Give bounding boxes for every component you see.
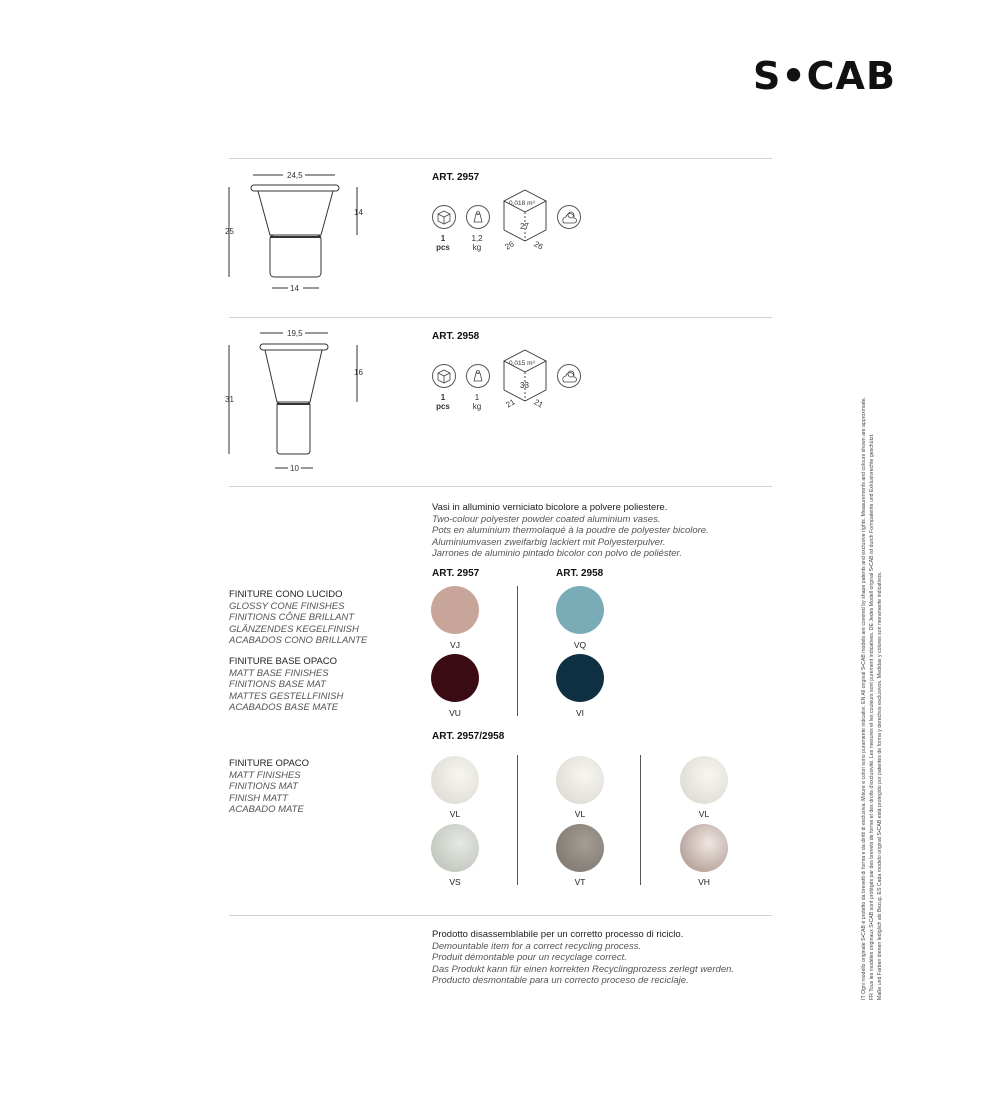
box-width: 21 — [532, 397, 545, 410]
swatch-code: VQ — [573, 640, 587, 650]
weather-icon — [557, 364, 581, 388]
dim-height: 25 — [225, 227, 234, 236]
weight-unit: kg — [472, 402, 482, 411]
swatch-code: VH — [698, 877, 710, 887]
cone-finishes-label: FINITURE CONO LUCIDO GLOSSY CONE FINISHES FINITIONS CÔNE BRILLANT GLÄNZENDES KEGELFINISH ACABADOS CONO BRILLANTE — [229, 589, 368, 646]
vase-drawing-2958 — [220, 325, 370, 475]
finish-all-header: ART. 2957/2958 — [432, 731, 505, 742]
vase-drawing-2957 — [220, 165, 370, 295]
weight-value: 1 — [474, 393, 480, 402]
dim-base: 14 — [290, 284, 299, 293]
box-width: 26 — [532, 239, 545, 252]
package-icon — [432, 364, 456, 388]
recycling-note: Prodotto disassemblabile per un corretto processo di riciclo. Demountable item for a correct recycling process. Produit démontable pour un recyclage correct. Das Produkt kann für einen korrekten Recyclingprozess zerlegt werden. Producto desmontable para un correcto proceso de reciclaje. — [432, 929, 735, 986]
base-finishes-label: FINITURE BASE OPACO MATT BASE FINISHES FINITIONS BASE MAT MATTES GESTELLFINISH ACABADOS BASE MATE — [229, 656, 344, 713]
pieces-count: 1 — [440, 393, 446, 402]
finish-col-header: ART. 2958 — [556, 568, 604, 579]
box-height: 27 — [520, 222, 529, 231]
box-height: 33 — [520, 381, 529, 390]
swatch-cone[interactable] — [556, 586, 604, 634]
legal-side-note: IT Ogni modello originale S•CAB è protetto da brevetti di forma e da diritti di esclusiva. Misure e colori sono puramente indicativi. EN All original S•CAB models are covered by shape patents and exclusive rights. Measurements and colours shown are approximate. FR Tous les modèles originaux S•CAB sont protégés par des brevets de forme et des droits d'exclusivité. Les mesures et les couleurs sont purement indicatives. DE Jedes Modell original S•CAB ist durch Formpatente und Exklusivrechte geschützt. Maße und Farben dienen lediglich als Bezug. ES Cada modelo original S•CAB está protegido por patentes de forma y derechos exclusivos. Medidas y colores son meramente indicativos. — [861, 397, 883, 1000]
swatch-matt[interactable] — [431, 824, 479, 872]
swatch-code: VU — [449, 708, 461, 718]
weight-icon — [466, 364, 490, 388]
material-description: Vasi in alluminio verniciato bicolore a polvere poliestere. Two-colour polyester powder coated aluminium vases. Pots en aluminium thermolaqué à la poudre de polyester bicolore. Aluminiumvasen zweifarbig lackiert mit Polyesterpulver. Jarrones de aluminio pintado bicolor con polvo de poliéster. — [432, 502, 709, 559]
swatch-cone[interactable] — [431, 586, 479, 634]
divider — [229, 915, 772, 916]
brand-logo: S•CAB — [753, 54, 896, 98]
dim-top: 24,5 — [287, 171, 303, 180]
column-divider — [517, 755, 518, 885]
box-depth: 21 — [504, 397, 517, 410]
pieces-count: 1 — [440, 234, 446, 243]
dim-cone: 16 — [354, 368, 363, 377]
weight-value: 1,2 — [471, 234, 483, 243]
column-divider — [517, 586, 518, 716]
package-icon — [432, 205, 456, 229]
box-volume: 0,018 m³ — [509, 200, 535, 207]
swatch-matt[interactable] — [680, 756, 728, 804]
swatch-code: VJ — [450, 640, 460, 650]
swatch-code: VL — [574, 809, 586, 819]
swatch-matt[interactable] — [431, 756, 479, 804]
swatch-base[interactable] — [431, 654, 479, 702]
divider — [229, 486, 772, 487]
pieces-unit: pcs — [436, 243, 450, 252]
swatch-code: VS — [449, 877, 461, 887]
dim-cone: 14 — [354, 208, 363, 217]
swatch-matt[interactable] — [556, 824, 604, 872]
weight-unit: kg — [472, 243, 482, 252]
divider — [229, 317, 772, 318]
article-number: ART. 2957 — [432, 172, 480, 183]
column-divider — [640, 755, 641, 885]
dim-base: 10 — [290, 464, 299, 473]
swatch-matt[interactable] — [680, 824, 728, 872]
box-depth: 26 — [503, 239, 516, 252]
swatch-matt[interactable] — [556, 756, 604, 804]
swatch-code: VT — [574, 877, 586, 887]
swatch-code: VL — [449, 809, 461, 819]
divider — [229, 158, 772, 159]
weather-icon — [557, 205, 581, 229]
swatch-code: VL — [698, 809, 710, 819]
weight-icon — [466, 205, 490, 229]
swatch-code: VI — [575, 708, 585, 718]
pieces-unit: pcs — [436, 402, 450, 411]
dim-top: 19,5 — [287, 329, 303, 338]
swatch-base[interactable] — [556, 654, 604, 702]
dim-height: 31 — [225, 395, 234, 404]
finish-col-header: ART. 2957 — [432, 568, 480, 579]
matt-finishes-label: FINITURE OPACO MATT FINISHES FINITIONS MAT FINISH MATT ACABADO MATE — [229, 758, 310, 815]
box-cube-icon — [500, 188, 550, 248]
article-number: ART. 2958 — [432, 331, 480, 342]
box-volume: 0,015 m³ — [509, 360, 535, 367]
